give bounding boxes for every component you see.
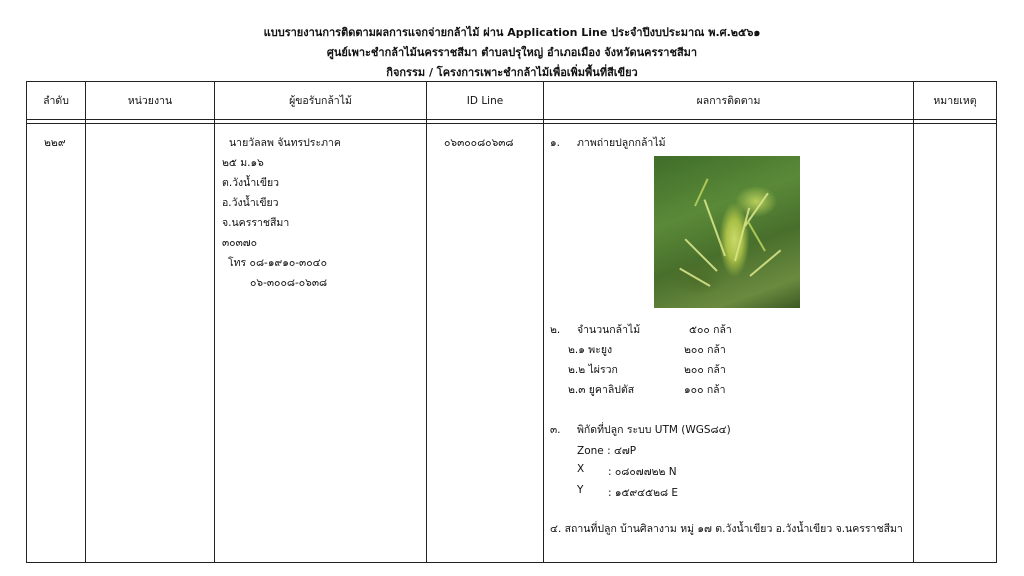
species-3-qty: ๑๐๐ กล้า xyxy=(684,384,726,396)
item-1-label: ภาพถ่ายปลูกกล้าไม้ xyxy=(577,137,666,149)
item-4-planting-location: ๔. สถานที่ปลูก บ้านศิลางาม หมู่ ๑๗ ต.วังน้ำเขียว อ.วังน้ำเขียว จ.นครราชสีมา xyxy=(550,523,903,535)
item-2-label: จำนวนกล้าไม้ xyxy=(577,324,641,336)
utm-y-label: Y xyxy=(577,484,584,496)
report-table xyxy=(26,81,997,563)
recipient-district: อ.วังน้ำเขียว xyxy=(222,197,279,209)
id-line-value: ๐๖๓๐๐๘๐๖๓๘ xyxy=(444,137,514,149)
table-header-row xyxy=(27,82,997,120)
recipient-phone-1: โทร ๐๘-๑๙๑๐-๓๐๔๐ xyxy=(228,257,327,269)
item-2-total: ๕๐๐ กล้า xyxy=(689,324,732,336)
col-header-recipient: ผู้ขอรับกล้าไม้ xyxy=(215,82,427,120)
cell-remark xyxy=(914,124,997,563)
species-1-name: ๒.๑ พะยูง xyxy=(568,344,613,356)
cell-order xyxy=(27,124,86,563)
species-2-name: ๒.๒ ไผ่รวก xyxy=(568,364,618,376)
species-2-qty: ๒๐๐ กล้า xyxy=(684,364,726,376)
col-header-remark: หมายเหตุ xyxy=(914,82,997,120)
utm-zone: Zone : ๔๗P xyxy=(577,445,637,457)
item-3-number: ๓. xyxy=(550,424,561,436)
recipient-subdistrict: ต.วังน้ำเขียว xyxy=(222,177,280,189)
col-header-order: ลำดับ xyxy=(27,82,86,120)
col-header-agency: หน่วยงาน xyxy=(86,82,215,120)
recipient-province: จ.นครราชสีมา xyxy=(222,217,290,229)
recipient-name: นายวัลลพ จันทรประภาค xyxy=(229,137,341,149)
seedling-planting-photo xyxy=(654,156,800,308)
cell-agency xyxy=(86,124,215,563)
cell-recipient xyxy=(215,124,427,563)
col-header-result: ผลการติดตาม xyxy=(544,82,914,120)
cell-id-line xyxy=(427,124,544,563)
report-center-name: ศูนย์เพาะชำกล้าไม้นครราชสีมา ตำบลปรุใหญ่ อำเภอเมือง จังหวัดนครราชสีมา xyxy=(326,46,698,59)
species-1-qty: ๒๐๐ กล้า xyxy=(684,344,726,356)
order-number: ๒๒๙ xyxy=(44,137,66,149)
recipient-phone-2: ๐๖-๓๐๐๘-๐๖๓๘ xyxy=(250,277,328,289)
item-2-number: ๒. xyxy=(550,324,561,336)
recipient-address-no: ๒๕ ม.๑๖ xyxy=(222,157,264,169)
item-3-label: พิกัดที่ปลูก ระบบ UTM (WGS๘๔) xyxy=(577,424,731,436)
recipient-postcode: ๓๐๓๗๐ xyxy=(222,237,258,249)
item-1-number: ๑. xyxy=(550,137,561,149)
col-header-id-line: ID Line xyxy=(427,82,544,120)
report-activity: กิจกรรม / โครงการเพาะชำกล้าไม้เพื่อเพิ่มพื้นที่สีเขียว xyxy=(386,66,638,79)
cell-result xyxy=(544,124,914,563)
species-3-name: ๒.๓ ยูคาลิปตัส xyxy=(568,384,635,396)
report-title: แบบรายงานการติดตามผลการแจกจ่ายกล้าไม้ ผ่าน Application Line ประจำปีงบประมาณ พ.ศ.๒๕๖๑ xyxy=(263,26,761,39)
utm-x-label: X xyxy=(577,463,585,475)
utm-x-value: : ๐๘๐๗๗๒๒ N xyxy=(608,466,677,478)
utm-y-value: : ๑๕๙๔๕๒๘ E xyxy=(608,487,679,499)
table-row xyxy=(27,124,997,563)
